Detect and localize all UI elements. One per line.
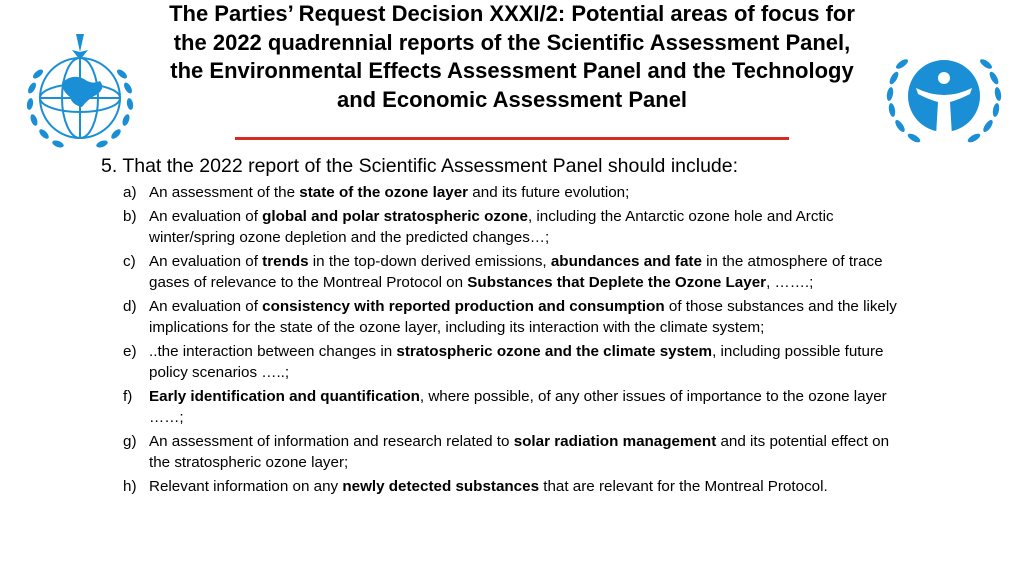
item-list	[123, 182, 903, 500]
body-text: An evaluation of	[149, 208, 263, 225]
body-text: in the top-down derived emissions,	[308, 253, 551, 270]
body-text: An evaluation of	[149, 298, 263, 315]
list-item-marker: d)	[123, 298, 137, 315]
body-text: An evaluation of	[149, 253, 263, 270]
list-item-text	[149, 296, 903, 338]
title-underline	[235, 137, 789, 140]
list-item-text	[149, 386, 903, 428]
body-text: of those substances and the likely implications for the state of the ozone layer, including its interaction with the climate system;	[149, 298, 897, 336]
body-text: , where possible, of any other issues of importance to the ozone layer ……;	[149, 388, 887, 426]
page-title: The Parties’ Request Decision XXXI/2: Potential areas of focus for the 2022 quadrennial reports of the Scientific Assessment Panel, the Environmental Effects Assessment Panel and the Technology and Economic Assessment Panel	[169, 1, 855, 112]
body-text: Relevant information on any	[149, 478, 343, 495]
emphasis-text: trends	[262, 253, 309, 270]
list-item-marker: h)	[123, 478, 137, 495]
list-item	[123, 182, 903, 203]
body-text: , including the Antarctic ozone hole and Arctic winter/spring ozone depletion and the predicted changes…;	[149, 208, 834, 246]
body-text: An assessment of the	[149, 184, 300, 201]
list-item-marker: c)	[123, 253, 136, 270]
emphasis-text: Early identification and quantification	[149, 388, 420, 405]
list-item	[123, 386, 903, 428]
body-text: , including possible future policy scenarios …..;	[149, 343, 884, 381]
list-item	[123, 206, 903, 248]
emphasis-text: Substances that Deplete the Ozone Layer	[467, 274, 767, 291]
emphasis-text: newly detected substances	[342, 478, 540, 495]
wmo-emblem-icon	[12, 28, 148, 164]
list-item	[123, 341, 903, 383]
emphasis-text: global and polar stratospheric ozone	[262, 208, 528, 225]
list-item-text	[149, 476, 903, 497]
body-text: , …….;	[766, 274, 814, 291]
body-text: ..the interaction between changes in	[149, 343, 397, 360]
list-item	[123, 431, 903, 473]
emphasis-text: abundances and fate	[550, 253, 702, 270]
emphasis-text: stratospheric ozone and the climate system	[396, 343, 713, 360]
list-item	[123, 476, 903, 497]
list-item-marker: e)	[123, 343, 137, 360]
emphasis-text: state of the ozone layer	[299, 184, 469, 201]
list-item-text	[149, 251, 903, 293]
body-text: An assessment of information and research related to	[149, 433, 514, 450]
list-item-marker: a)	[123, 184, 137, 201]
body-text: in the atmosphere of trace gases of relevance to the Montreal Protocol on	[149, 253, 883, 291]
list-item-text	[149, 341, 903, 383]
list-item	[123, 251, 903, 293]
list-item-marker: g)	[123, 433, 137, 450]
list-item-marker: b)	[123, 208, 137, 225]
list-item-marker: f)	[123, 388, 133, 405]
unep-emblem-icon	[876, 38, 1012, 164]
section-heading: 5. That the 2022 report of the Scientific Assessment Panel should include:	[101, 155, 739, 177]
emphasis-text: consistency with reported production and consumption	[262, 298, 665, 315]
body-text: that are relevant for the Montreal Protocol.	[539, 478, 828, 495]
list-item-text	[149, 206, 903, 248]
body-text: and its future evolution;	[468, 184, 630, 201]
list-item-text	[149, 182, 903, 203]
list-item	[123, 296, 903, 338]
emphasis-text: solar radiation management	[513, 433, 717, 450]
body-text: and its potential effect on the stratospheric ozone layer;	[149, 433, 890, 471]
list-item-text	[149, 431, 903, 473]
